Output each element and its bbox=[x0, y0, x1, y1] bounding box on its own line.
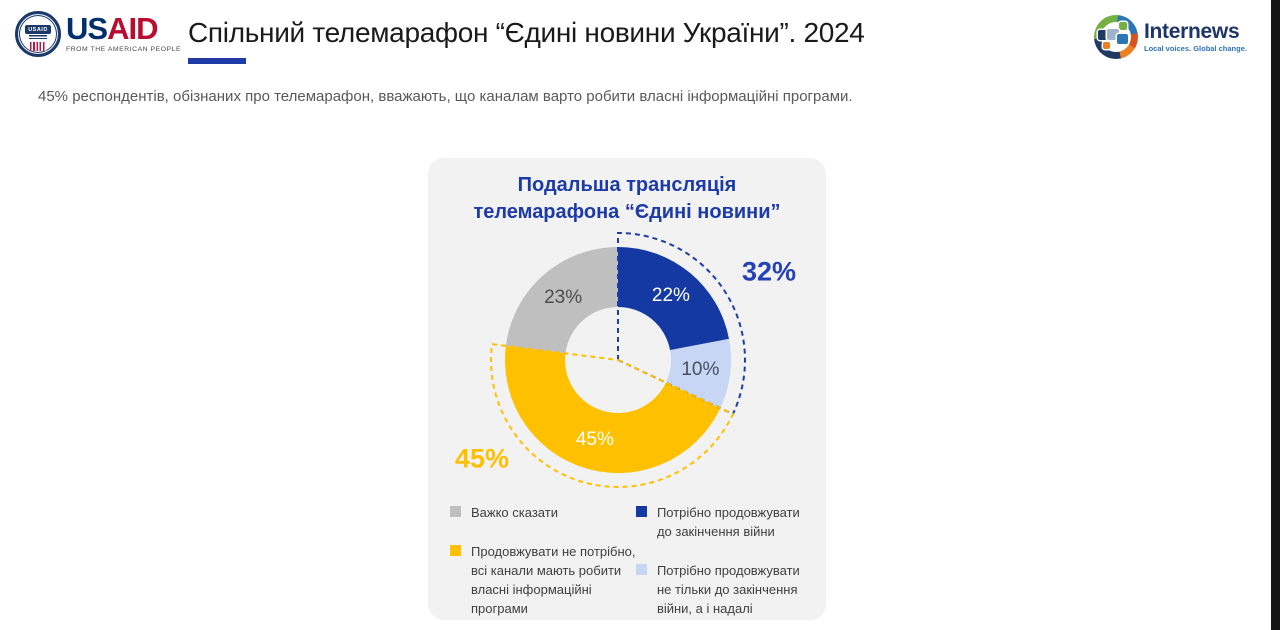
segment-value-label-gray: 23% bbox=[544, 286, 583, 308]
usaid-tagline: FROM THE AMERICAN PEOPLE bbox=[66, 46, 182, 53]
chart-title-line2: телемарафона “Єдині новини” bbox=[473, 201, 781, 223]
usaid-wordmark bbox=[66, 11, 182, 53]
internews-icon-square-blue bbox=[1117, 34, 1128, 44]
usaid-wordmark-aid: AID bbox=[107, 11, 158, 46]
legend-swatch-gray bbox=[450, 506, 461, 517]
legend-swatch-yellow bbox=[450, 545, 461, 556]
segment-value-label-yellow: 45% bbox=[575, 428, 614, 450]
internews-text bbox=[1144, 21, 1247, 53]
usaid-seal-chevron bbox=[29, 35, 47, 40]
usaid-seal-stripes bbox=[30, 42, 46, 51]
page-title: Спільний телемарафон “Єдині новини України”. 2024 bbox=[188, 17, 865, 48]
legend-item bbox=[636, 503, 810, 541]
legend-item bbox=[450, 503, 636, 522]
usaid-logo bbox=[15, 11, 181, 57]
internews-name: Internews bbox=[1144, 20, 1240, 43]
legend-swatch-darkblue bbox=[636, 506, 647, 517]
internews-tagline: Local voices. Global change. bbox=[1144, 44, 1247, 53]
legend-column-left bbox=[450, 503, 636, 618]
chart-title-line1: Подальша трансляція bbox=[517, 174, 737, 196]
legend-column-right bbox=[636, 503, 810, 618]
header bbox=[0, 0, 1280, 80]
legend-label: Важко сказати bbox=[471, 505, 558, 520]
usaid-seal-icon bbox=[15, 11, 61, 57]
internews-logo bbox=[1094, 15, 1247, 59]
legend-label: Продовжувати не потрібно, всі канали мають робити власні інформаційні програми bbox=[471, 544, 636, 616]
segment-value-label-blue: 22% bbox=[651, 285, 690, 307]
segment-value-label-lightblue: 10% bbox=[681, 359, 720, 381]
usaid-seal-banner: USAID bbox=[25, 25, 51, 34]
screenshot-right-edge-bar bbox=[1271, 0, 1280, 630]
chart-legend bbox=[450, 503, 810, 618]
internews-icon-square-orange bbox=[1103, 42, 1110, 49]
internews-globe-icon bbox=[1094, 15, 1138, 59]
internews-icon-square-green bbox=[1119, 22, 1127, 30]
callout-label-45: 45% bbox=[454, 443, 510, 474]
legend-swatch-lightblue bbox=[636, 564, 647, 575]
callout-label-32: 32% bbox=[741, 256, 797, 287]
usaid-wordmark-us: US bbox=[66, 11, 108, 46]
legend-item bbox=[636, 561, 810, 618]
legend-item bbox=[450, 542, 636, 618]
slide-subtitle: 45% респондентів, обізнаних про телемарафон, вважають, що каналам варто робити власні інформаційні програми. bbox=[38, 88, 853, 105]
legend-label: Потрібно продовжувати не тільки до закінчення війни, а і надалі bbox=[656, 563, 800, 616]
legend-label: Потрібно продовжувати до закінчення війни bbox=[656, 505, 800, 539]
chart-card bbox=[428, 158, 826, 620]
title-underline bbox=[188, 58, 246, 64]
